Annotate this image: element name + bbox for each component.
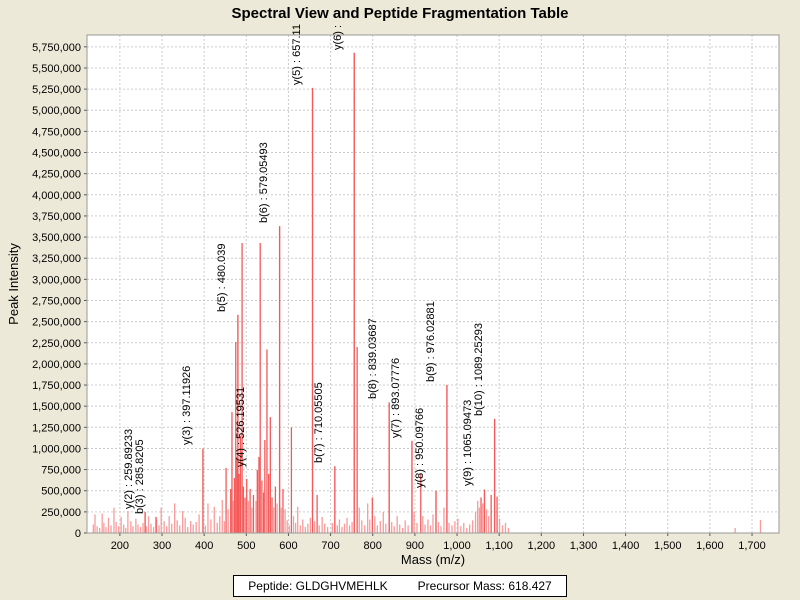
peak-annotation: y(5) : 657.11 bbox=[290, 23, 303, 85]
y-tick-label: 5,250,000 bbox=[32, 84, 81, 97]
y-tick-label: 5,000,000 bbox=[32, 105, 81, 118]
x-tick-label: 800 bbox=[363, 540, 382, 552]
x-tick-label: 1,200 bbox=[527, 540, 556, 552]
peak-annotation: y(2) : 259.89233 bbox=[123, 428, 136, 509]
y-tick-label: 5,500,000 bbox=[32, 62, 81, 75]
legend-peptide: Peptide: GLDGHVMEHLK bbox=[248, 579, 388, 593]
x-tick-label: 400 bbox=[194, 540, 214, 552]
y-tick-label: 4,500,000 bbox=[32, 147, 81, 160]
y-tick-label: 1,000,000 bbox=[32, 443, 81, 456]
y-tick-label: 1,500,000 bbox=[32, 401, 81, 414]
y-tick-label: 4,750,000 bbox=[32, 126, 81, 139]
y-tick-label: 2,250,000 bbox=[32, 337, 81, 350]
x-tick-label: 200 bbox=[110, 540, 130, 552]
x-tick-label: 700 bbox=[321, 540, 340, 552]
x-axis-title: Mass (m/z) bbox=[400, 552, 466, 567]
peak-annotation: b(3) : 285.8205 bbox=[134, 439, 147, 514]
y-tick-label: 3,000,000 bbox=[32, 274, 81, 287]
x-tick-label: 1,000 bbox=[443, 540, 471, 552]
peak-annotation: y(3) : 397.11926 bbox=[180, 366, 193, 446]
y-tick-label: 5,750,000 bbox=[32, 41, 81, 54]
y-tick-label: 3,750,000 bbox=[32, 210, 81, 223]
x-tick-label: 900 bbox=[405, 540, 425, 552]
peak-annotation: b(10) : 1089.25293 bbox=[472, 322, 485, 416]
peak-annotation: y(8) : 950.09766 bbox=[413, 407, 426, 488]
x-tick-label: 300 bbox=[152, 540, 172, 552]
y-axis-title: Peak Intensity bbox=[6, 243, 21, 325]
y-tick-label: 3,500,000 bbox=[32, 232, 81, 245]
peak-annotation: y(6) : bbox=[332, 24, 345, 50]
peak-annotation: y(4) : 526.19531 bbox=[235, 386, 248, 467]
x-tick-label: 1,100 bbox=[485, 540, 513, 552]
peak-annotation: b(8) : 839.03687 bbox=[367, 318, 380, 400]
y-tick-label: 2,000,000 bbox=[32, 358, 81, 371]
x-tick-label: 1,300 bbox=[569, 540, 598, 552]
y-tick-label: 750,000 bbox=[41, 464, 81, 477]
legend-box bbox=[0, 575, 800, 597]
peak-annotation: b(7) : 710.05505 bbox=[312, 382, 325, 464]
y-tick-label: 0 bbox=[74, 528, 81, 540]
peak-annotation: b(6) : 579.05493 bbox=[257, 142, 270, 224]
peak-annotation: y(9) : 1065.09473 bbox=[462, 400, 475, 487]
y-tick-label: 1,750,000 bbox=[32, 380, 81, 393]
x-tick-label: 1,700 bbox=[738, 540, 766, 552]
y-tick-label: 500,000 bbox=[41, 485, 81, 498]
y-tick-label: 3,250,000 bbox=[32, 253, 81, 266]
y-tick-label: 2,500,000 bbox=[32, 316, 81, 329]
y-tick-label: 2,750,000 bbox=[32, 295, 81, 308]
legend-precursor-mass: Precursor Mass: 618.427 bbox=[417, 579, 552, 593]
peak-annotation: b(5) : 480.039 bbox=[215, 243, 228, 312]
y-tick-label: 4,250,000 bbox=[32, 168, 81, 181]
legend-inner bbox=[233, 575, 566, 597]
x-tick-label: 1,400 bbox=[611, 540, 640, 552]
plot-area[interactable] bbox=[87, 35, 779, 533]
peak-annotation: y(7) : 893.07776 bbox=[389, 357, 402, 438]
y-tick-label: 250,000 bbox=[41, 506, 81, 519]
x-tick-label: 600 bbox=[279, 540, 298, 552]
peak-annotation: b(9) : 976.02881 bbox=[424, 301, 437, 383]
x-tick-label: 500 bbox=[237, 540, 256, 552]
y-tick-label: 1,250,000 bbox=[32, 422, 81, 435]
chart-title: Spectral View and Peptide Fragmentation Table bbox=[231, 5, 569, 22]
x-tick-label: 1,600 bbox=[696, 540, 724, 552]
x-tick-label: 1,500 bbox=[653, 540, 682, 552]
y-tick-label: 4,000,000 bbox=[32, 189, 81, 202]
